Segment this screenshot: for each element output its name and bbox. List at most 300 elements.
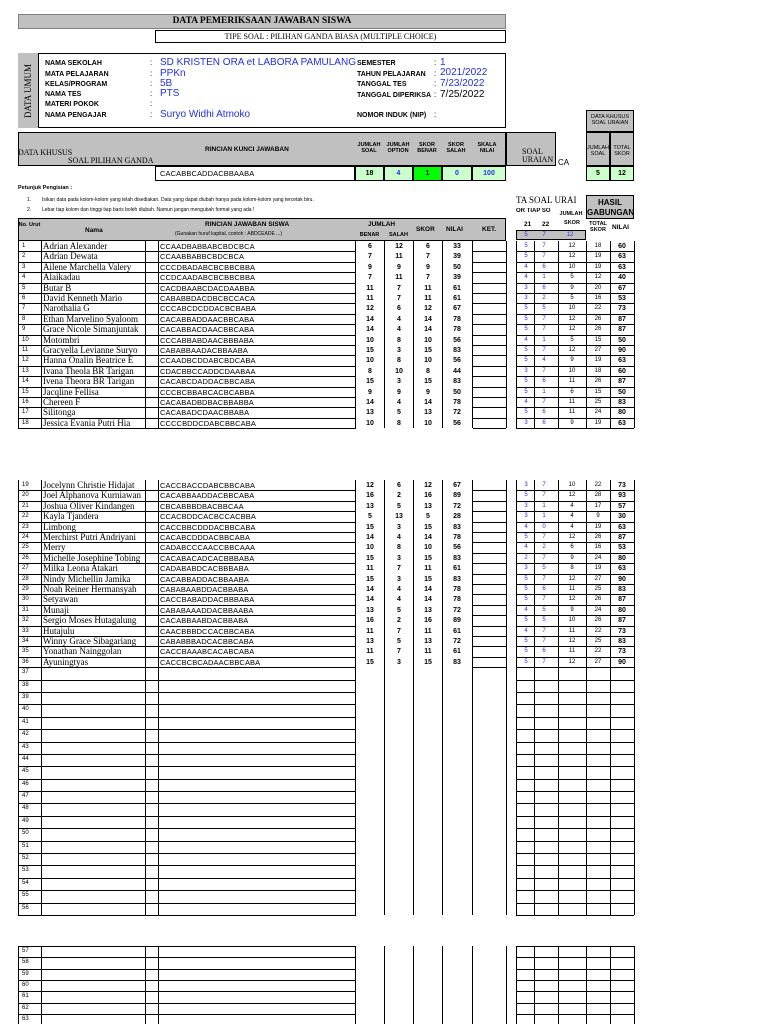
uraian-21-score[interactable]: 5 bbox=[524, 253, 528, 260]
benar-count: 15 bbox=[366, 523, 374, 531]
nilai-gabungan: 30 bbox=[618, 513, 626, 521]
uraian-21-score[interactable]: 4 bbox=[524, 263, 528, 270]
nilai-gabungan: 83 bbox=[618, 586, 626, 593]
row-line bbox=[473, 615, 506, 616]
ju-total-skor-header: TOTAL SKOR bbox=[610, 132, 634, 166]
uraian-22-score[interactable]: 7 bbox=[542, 347, 546, 353]
row-line bbox=[473, 490, 506, 491]
skor-value: 7 bbox=[426, 253, 430, 261]
uraian-22-score[interactable]: 7 bbox=[542, 534, 546, 540]
salah-count: 4 bbox=[397, 315, 401, 323]
student-name[interactable]: Merchirst Putri Andriyani bbox=[43, 532, 136, 542]
uraian-22-score[interactable]: 7 bbox=[542, 326, 546, 333]
uraian-21-score[interactable]: 5 bbox=[524, 388, 528, 395]
student-answers[interactable]: CACABBAABDACBBABA bbox=[160, 616, 249, 626]
row-line bbox=[18, 816, 356, 817]
uraian-total: 12 bbox=[568, 492, 576, 499]
skor-value: 12 bbox=[424, 305, 432, 313]
student-name[interactable]: Silitonga bbox=[43, 407, 76, 418]
row-line bbox=[473, 251, 506, 252]
student-answers[interactable]: CDACBBCCADDCDAABAA bbox=[160, 366, 256, 376]
kunci-jawaban[interactable]: CACABBCADDACBBAABA bbox=[160, 169, 255, 178]
nilai-value: 72 bbox=[453, 606, 461, 614]
total-skor: 25 bbox=[594, 586, 602, 592]
nilai-value: 61 bbox=[453, 565, 461, 573]
value-tahun[interactable]: 2021/2022 bbox=[440, 67, 488, 78]
uraian-22-score[interactable]: 5 bbox=[542, 617, 546, 624]
student-name[interactable]: Ivena Theora BR Tarigan bbox=[43, 376, 135, 387]
student-answers[interactable]: CACABADCDAACBBABA bbox=[160, 408, 250, 418]
nilai-gabungan: 83 bbox=[618, 399, 626, 406]
uraian-22-score[interactable]: 1 bbox=[542, 502, 546, 509]
student-name[interactable]: Sergio Moses Hutagalung bbox=[43, 615, 137, 626]
row-line bbox=[516, 816, 634, 817]
uraian-21-score[interactable]: 5 bbox=[524, 326, 528, 333]
student-name[interactable]: Hutajulu bbox=[43, 625, 75, 636]
student-answers[interactable]: CCCABBABDAACBBBABA bbox=[160, 335, 254, 345]
student-name[interactable]: David Kenneth Mario bbox=[43, 293, 122, 303]
student-name[interactable]: Hanna Onalin Beatrice E bbox=[43, 355, 134, 366]
row-line bbox=[473, 376, 506, 377]
nilai-gabungan: 87 bbox=[618, 378, 626, 386]
row-line bbox=[516, 563, 634, 564]
uraian-21-score[interactable]: 5 bbox=[524, 347, 528, 353]
student-answers[interactable]: CACCBACCDABCBBCABA bbox=[160, 481, 256, 490]
row-line bbox=[516, 293, 634, 294]
salah-count: 3 bbox=[397, 378, 401, 386]
uraian-22-score[interactable]: 7 bbox=[542, 492, 546, 499]
student-name[interactable]: Noah Reiner Hermansyah bbox=[43, 584, 137, 594]
uraian-total: 11 bbox=[568, 378, 576, 385]
student-answers[interactable]: CCAADBABBABCBDCBCA bbox=[160, 242, 255, 251]
data-umum-side-label: DATA UMUM bbox=[18, 53, 39, 128]
uraian-total: 12 bbox=[568, 658, 576, 665]
row-number: 54 bbox=[22, 879, 29, 886]
uraian-22-score[interactable]: 6 bbox=[542, 409, 546, 416]
skor-benar-value[interactable]: 1 bbox=[413, 166, 442, 181]
benar-count: 9 bbox=[368, 388, 372, 396]
uraian-22-score[interactable]: 1 bbox=[542, 274, 546, 281]
row-line bbox=[18, 865, 356, 866]
student-name[interactable]: Motombri bbox=[43, 334, 80, 345]
student-name[interactable]: Jocelynn Christie Hidajat bbox=[43, 480, 135, 490]
uraian-22-score[interactable]: 4 bbox=[542, 357, 546, 364]
nilai-value: 78 bbox=[453, 399, 461, 406]
skor-value: 16 bbox=[424, 492, 432, 500]
student-answers[interactable]: CCDCAADABCBCBBCBBA bbox=[160, 273, 256, 283]
row-number: 53 bbox=[22, 867, 29, 874]
row-number: 58 bbox=[22, 959, 29, 966]
uraian-21-score[interactable]: 3 bbox=[524, 419, 528, 426]
uraian-22-score[interactable]: 1 bbox=[542, 388, 546, 395]
uraian-21-score[interactable]: 5 bbox=[524, 596, 528, 603]
row-number: 22 bbox=[22, 513, 29, 520]
student-answers[interactable]: CACABBACDAACBBCABA bbox=[160, 325, 255, 335]
col-line bbox=[384, 946, 385, 1024]
skala-nilai-value[interactable]: 100 bbox=[472, 166, 506, 181]
row-line bbox=[473, 314, 506, 315]
student-name[interactable]: Adrian Dewata bbox=[43, 251, 98, 262]
uraian-22-score[interactable]: 7 bbox=[542, 482, 546, 488]
student-answers[interactable]: CACABBADDAACBBCABA bbox=[160, 314, 255, 324]
row-number: 45 bbox=[22, 768, 29, 775]
uraian-22-score[interactable]: 1 bbox=[542, 513, 546, 520]
student-answers[interactable]: CACCBAAABCACABCABA bbox=[160, 647, 255, 657]
jumlah-option-value[interactable]: 4 bbox=[384, 166, 413, 181]
student-name[interactable]: Michelle Josephine Tobing bbox=[43, 552, 141, 563]
uraian-total: 4 bbox=[570, 523, 574, 530]
student-answers[interactable]: CACCBABADDACBBBABA bbox=[160, 595, 255, 605]
student-answers[interactable]: CCACBDDCACBCCACBBA bbox=[160, 512, 256, 522]
row-line bbox=[516, 574, 634, 575]
benar-count: 15 bbox=[366, 347, 374, 354]
student-answers[interactable]: CACABACADCACBBBABA bbox=[160, 553, 255, 563]
uraian-21-score[interactable]: 4 bbox=[524, 627, 528, 634]
uraian-22-score[interactable]: 6 bbox=[542, 648, 546, 655]
jumlah-soal-value[interactable]: 18 bbox=[355, 166, 384, 181]
nilai-value: 78 bbox=[453, 326, 461, 334]
student-answers[interactable]: CACABADBDBACBBABBA bbox=[160, 398, 254, 407]
uraian-21-score[interactable]: 5 bbox=[524, 534, 528, 540]
label-kelas: KELAS/PROGRAM bbox=[45, 81, 108, 88]
row-line bbox=[18, 828, 356, 829]
student-name[interactable]: Ivana Theola BR Tarigan bbox=[43, 365, 134, 376]
col-line bbox=[472, 667, 473, 915]
student-name[interactable]: Kayla Tjandera bbox=[43, 511, 99, 522]
student-name[interactable]: Limbong bbox=[43, 521, 76, 532]
student-name[interactable]: Narothalia G bbox=[43, 303, 90, 314]
value-nama-sekolah[interactable]: SD KRISTEN ORA et LABORA PAMULANG bbox=[160, 57, 356, 68]
jumlah-soal-header: JUMLAH SOAL bbox=[357, 142, 381, 154]
total-skor: 28 bbox=[594, 492, 602, 499]
skor-value: 14 bbox=[424, 586, 432, 593]
uraian-total: 9 bbox=[570, 284, 574, 291]
salah-count: 4 bbox=[397, 586, 401, 593]
row-line bbox=[516, 615, 634, 616]
student-answers[interactable]: CCCBCBBABCACBCABBA bbox=[160, 387, 255, 397]
value-kelas[interactable]: 5B bbox=[160, 78, 173, 89]
student-name[interactable]: Gracyella Levianne Suryo bbox=[43, 345, 138, 355]
student-name[interactable]: Adrian Alexander bbox=[43, 241, 108, 251]
uraian-22-score[interactable]: 2 bbox=[542, 295, 546, 301]
uraian-title: TA SOAL URAI bbox=[516, 195, 577, 205]
row-number: 11 bbox=[22, 347, 29, 353]
student-answers[interactable]: CCAABBABBCBDCBCA bbox=[160, 252, 245, 262]
row-line bbox=[516, 766, 634, 767]
student-answers[interactable]: CCAADBCDDABCBDCABA bbox=[160, 356, 256, 366]
student-name[interactable]: Alaikadau bbox=[43, 272, 80, 283]
row-line bbox=[516, 754, 634, 755]
uraian-22-score[interactable]: 7 bbox=[542, 554, 546, 561]
skor-value: 11 bbox=[424, 627, 432, 635]
uraian-21-score[interactable]: 5 bbox=[524, 638, 528, 644]
nilai-gabungan: 57 bbox=[618, 502, 626, 510]
uraian-21-score[interactable]: 4 bbox=[524, 399, 528, 405]
uraian-total: 12 bbox=[568, 638, 576, 644]
value-tanggal-tes[interactable]: 7/23/2022 bbox=[440, 78, 485, 89]
row-line bbox=[473, 428, 506, 429]
student-name[interactable]: Chereen F bbox=[43, 397, 81, 407]
uraian-22-score[interactable]: 7 bbox=[542, 253, 546, 260]
uraian-21-score[interactable]: 5 bbox=[524, 658, 528, 665]
salah-count: 4 bbox=[397, 596, 401, 604]
row-line bbox=[516, 376, 634, 377]
col-line bbox=[442, 241, 443, 428]
uraian-21-score[interactable]: 5 bbox=[524, 378, 528, 385]
student-name[interactable]: Nindy Michellin Jamika bbox=[43, 573, 131, 584]
nilai-value: 89 bbox=[453, 492, 461, 500]
row-number: 28 bbox=[22, 575, 29, 582]
uraian-21-score[interactable]: 3 bbox=[524, 565, 528, 572]
student-name[interactable]: Ayuningtyas bbox=[43, 656, 89, 667]
student-answers[interactable]: CADABCCCAACCBBCAAA bbox=[160, 543, 256, 553]
row-line bbox=[18, 766, 356, 767]
uraian-22-score[interactable]: 0 bbox=[542, 523, 546, 530]
uraian-22-score[interactable]: 7 bbox=[542, 315, 546, 322]
nilai-gabungan: 63 bbox=[618, 253, 626, 261]
value-nama-tes[interactable]: PTS bbox=[160, 88, 180, 99]
uraian-22-score[interactable]: 6 bbox=[542, 263, 546, 270]
student-name[interactable]: Ethan Marvelino Syaloom bbox=[43, 313, 138, 324]
uraian-21-score[interactable]: 5 bbox=[524, 575, 528, 582]
uraian-22-score[interactable]: 6 bbox=[542, 586, 546, 592]
uraian-22-score[interactable]: 2 bbox=[542, 544, 546, 551]
uraian-21-score[interactable]: 5 bbox=[524, 586, 528, 592]
nilai-gabungan: 73 bbox=[618, 648, 626, 656]
row-line bbox=[516, 626, 634, 627]
skor-benar-header: SKOR BENAR bbox=[417, 142, 437, 154]
student-answers[interactable]: CACCBCBCADAACBBCABA bbox=[160, 657, 261, 667]
uraian-22-score[interactable]: 1 bbox=[542, 336, 546, 343]
uraian-21-score[interactable]: 4 bbox=[524, 544, 528, 551]
uraian-22-score[interactable]: 7 bbox=[542, 367, 546, 374]
uraian-21-score[interactable]: 3 bbox=[524, 513, 528, 520]
skor-value: 15 bbox=[424, 378, 432, 386]
row-line bbox=[473, 532, 506, 533]
student-name[interactable]: Setyawan bbox=[43, 594, 78, 605]
uraian-22-score[interactable]: 5 bbox=[542, 305, 546, 312]
salah-count: 5 bbox=[397, 409, 401, 417]
row-number: 17 bbox=[22, 409, 29, 416]
salah-count: 8 bbox=[397, 419, 401, 427]
student-answers[interactable]: CABABBBADCACBBCABA bbox=[160, 637, 254, 646]
nilai-gabungan: 83 bbox=[618, 638, 626, 645]
student-name[interactable]: Milka Leona Atakari bbox=[43, 563, 118, 574]
salah-count: 7 bbox=[397, 648, 401, 656]
uraian-22-score[interactable]: 7 bbox=[542, 399, 546, 405]
salah-count: 12 bbox=[395, 243, 403, 250]
salah-count: 6 bbox=[397, 305, 401, 313]
uraian-22-score[interactable]: 6 bbox=[542, 284, 546, 291]
col-line bbox=[634, 946, 635, 1024]
student-answers[interactable]: CACCBBCDDDACBBCABA bbox=[160, 522, 256, 532]
row-line bbox=[516, 1014, 634, 1015]
total-skor: 19 bbox=[594, 565, 602, 572]
row-line bbox=[516, 542, 634, 543]
total-skor: 24 bbox=[594, 409, 602, 416]
label-nama-tes: NAMA TES bbox=[45, 91, 82, 98]
row-line bbox=[18, 915, 356, 916]
salah-count: 4 bbox=[397, 326, 401, 334]
uraian-22-score[interactable]: 7 bbox=[542, 596, 546, 603]
uraian-21-score[interactable]: 5 bbox=[524, 315, 528, 322]
value-mata-pelajaran[interactable]: PPKn bbox=[160, 68, 186, 79]
uraian-21-score[interactable]: 5 bbox=[524, 357, 528, 364]
student-name[interactable]: Yonathan Nainggolan bbox=[43, 646, 122, 657]
row-line bbox=[18, 841, 356, 842]
student-answers[interactable]: CAACBBBDCCACBBCABA bbox=[160, 626, 255, 636]
uraian-21-score[interactable]: 5 bbox=[524, 409, 528, 416]
row-line bbox=[18, 946, 356, 947]
uraian-22-score[interactable]: 5 bbox=[542, 565, 546, 572]
uraian-21-score[interactable]: 5 bbox=[524, 305, 528, 312]
uraian-21-score[interactable]: 5 bbox=[524, 492, 528, 499]
skor-value: 14 bbox=[424, 315, 432, 323]
row-number: 55 bbox=[22, 892, 29, 899]
nilai-value: 50 bbox=[453, 388, 461, 396]
student-name[interactable]: Joel Alphanova Kurniawan bbox=[43, 490, 141, 501]
skor-value: 10 bbox=[424, 419, 432, 427]
nilai-value: 83 bbox=[453, 523, 461, 531]
row-line bbox=[18, 853, 356, 854]
student-name[interactable]: Merry bbox=[43, 542, 66, 553]
row-number: 32 bbox=[22, 617, 29, 624]
student-answers[interactable]: CACABCDADDACBBCABA bbox=[160, 377, 256, 387]
col-line bbox=[384, 480, 385, 667]
row-number: 1 bbox=[22, 243, 26, 249]
row-number: 40 bbox=[22, 706, 29, 713]
student-name[interactable]: Joshua Oliver Kindangen bbox=[43, 500, 135, 511]
uraian-21-score[interactable]: 3 bbox=[524, 482, 528, 488]
student-answers[interactable]: CABABBAADACBBAABA bbox=[160, 346, 248, 355]
row-line bbox=[473, 283, 506, 284]
uraian-21-score[interactable]: 5 bbox=[524, 648, 528, 655]
benar-count: 15 bbox=[366, 575, 374, 583]
salah-count: 4 bbox=[397, 399, 401, 406]
student-name[interactable]: Ailene Marchella Valery bbox=[43, 261, 132, 272]
value-semester[interactable]: 1 bbox=[440, 57, 446, 68]
uraian-total: 12 bbox=[568, 534, 576, 540]
benar-count: 10 bbox=[366, 544, 374, 552]
student-answers[interactable]: CCCCBDDCDABCBBCABA bbox=[160, 418, 256, 428]
skor-value: 11 bbox=[424, 565, 432, 573]
student-answers[interactable]: CACABBAADDACBBCABA bbox=[160, 491, 255, 501]
nilai-value: 83 bbox=[453, 658, 461, 666]
uraian-22-score[interactable]: 7 bbox=[542, 575, 546, 582]
student-answers[interactable]: CABABAAADDACBBAABA bbox=[160, 605, 254, 615]
total-skor: 18 bbox=[594, 243, 602, 249]
label-semester: SEMESTER bbox=[357, 60, 396, 67]
uraian-21-score[interactable]: 3 bbox=[524, 295, 528, 301]
nilai-gabungan: 73 bbox=[618, 482, 626, 489]
uraian-21-score[interactable]: 3 bbox=[524, 502, 528, 509]
skor-value: 11 bbox=[424, 284, 432, 292]
nilai-gabungan: 73 bbox=[618, 305, 626, 313]
student-name[interactable]: Munaji bbox=[43, 604, 69, 615]
uraian-21-score[interactable]: 2 bbox=[524, 554, 528, 561]
row-number: 51 bbox=[22, 842, 29, 849]
uraian-22-score[interactable]: 6 bbox=[542, 419, 546, 426]
uraian-21-score[interactable]: 5 bbox=[524, 243, 528, 249]
row-line bbox=[516, 646, 634, 647]
uraian-21-score[interactable]: 4 bbox=[524, 274, 528, 281]
skor-salah-value[interactable]: 0 bbox=[442, 166, 472, 181]
student-name[interactable]: Jessica Evania Putri Hia bbox=[43, 417, 131, 428]
uraian-total: 11 bbox=[568, 399, 576, 405]
nilai-value: 61 bbox=[453, 627, 461, 635]
row-line bbox=[473, 501, 506, 502]
uraian-22-score[interactable]: 7 bbox=[542, 243, 546, 249]
student-answers[interactable]: CABABBDACDBCBCCACA bbox=[160, 294, 256, 303]
row-line bbox=[473, 293, 506, 294]
uraian-21-score[interactable]: 3 bbox=[524, 367, 528, 374]
value-pengajar[interactable]: Suryo Widhi Atmoko bbox=[160, 109, 251, 120]
col-line bbox=[442, 480, 443, 667]
student-name[interactable]: Grace Nicole Simanjuntak bbox=[43, 324, 139, 335]
row-line bbox=[18, 1014, 356, 1015]
uraian-21-score[interactable]: 4 bbox=[524, 606, 528, 613]
row-line bbox=[516, 303, 634, 304]
total-skor: 17 bbox=[594, 502, 602, 509]
student-answers[interactable]: CCCABCDCDDACBCBABA bbox=[160, 304, 256, 314]
student-name[interactable]: Winny Grace Sibagariang bbox=[43, 636, 137, 646]
nilai-value: 83 bbox=[453, 378, 461, 386]
uraian-22-score[interactable]: 7 bbox=[542, 627, 546, 634]
nilai-value: 56 bbox=[453, 336, 461, 344]
student-name[interactable]: Jacqline Fellisa bbox=[43, 386, 99, 397]
row-number: 36 bbox=[22, 658, 29, 665]
student-answers[interactable]: CACDBAABCDACDAABBA bbox=[160, 283, 255, 293]
row-number: 16 bbox=[22, 399, 29, 405]
uraian-total: 10 bbox=[568, 305, 576, 312]
uraian-22-score[interactable]: 6 bbox=[542, 378, 546, 385]
salah-count: 8 bbox=[397, 544, 401, 552]
row-number: 34 bbox=[22, 638, 29, 644]
uraian-21-score[interactable]: 4 bbox=[524, 523, 528, 530]
row-line bbox=[18, 791, 356, 792]
uraian-total: 9 bbox=[570, 357, 574, 364]
uraian-sub: OR TIAP SO bbox=[516, 208, 551, 214]
student-name[interactable]: Butar B bbox=[43, 282, 72, 293]
uraian-22-score[interactable]: 7 bbox=[542, 658, 546, 665]
student-answers[interactable]: CACABBADDACBBAABA bbox=[160, 574, 249, 584]
row-line bbox=[473, 605, 506, 606]
student-answers[interactable]: CADABABDCACBBBABA bbox=[160, 564, 249, 574]
nilai-gabungan: 53 bbox=[618, 295, 626, 302]
uraian-21-score[interactable]: 3 bbox=[524, 284, 528, 291]
ju-jumlah-soal-value[interactable]: 5 bbox=[586, 166, 610, 181]
uraian-22-score[interactable]: 5 bbox=[542, 606, 546, 613]
nilai-value: 89 bbox=[453, 617, 461, 625]
ju-total-skor-value[interactable]: 12 bbox=[610, 166, 634, 181]
label-pengajar: NAMA PENGAJAR bbox=[45, 112, 107, 119]
uraian-22-score[interactable]: 7 bbox=[542, 638, 546, 644]
uraian-total: 4 bbox=[570, 513, 574, 520]
student-answers[interactable]: CCCDBADABCBCBBCBBA bbox=[160, 262, 256, 272]
uraian-21-score[interactable]: 5 bbox=[524, 617, 528, 624]
row-line bbox=[473, 646, 506, 647]
row-line bbox=[18, 969, 356, 970]
student-answers[interactable]: CACABCDDDACBBCABA bbox=[160, 533, 251, 542]
student-answers[interactable]: CBCABBBDBACBBCAA bbox=[160, 501, 244, 511]
row-line bbox=[516, 594, 634, 595]
skor-value: 15 bbox=[424, 658, 432, 666]
row-number: 52 bbox=[22, 855, 29, 862]
salah-count: 3 bbox=[397, 347, 401, 354]
student-answers[interactable]: CABABAABDDACBBABA bbox=[160, 585, 249, 594]
uraian-21-score[interactable]: 4 bbox=[524, 336, 528, 343]
row-number: 5 bbox=[22, 284, 26, 291]
